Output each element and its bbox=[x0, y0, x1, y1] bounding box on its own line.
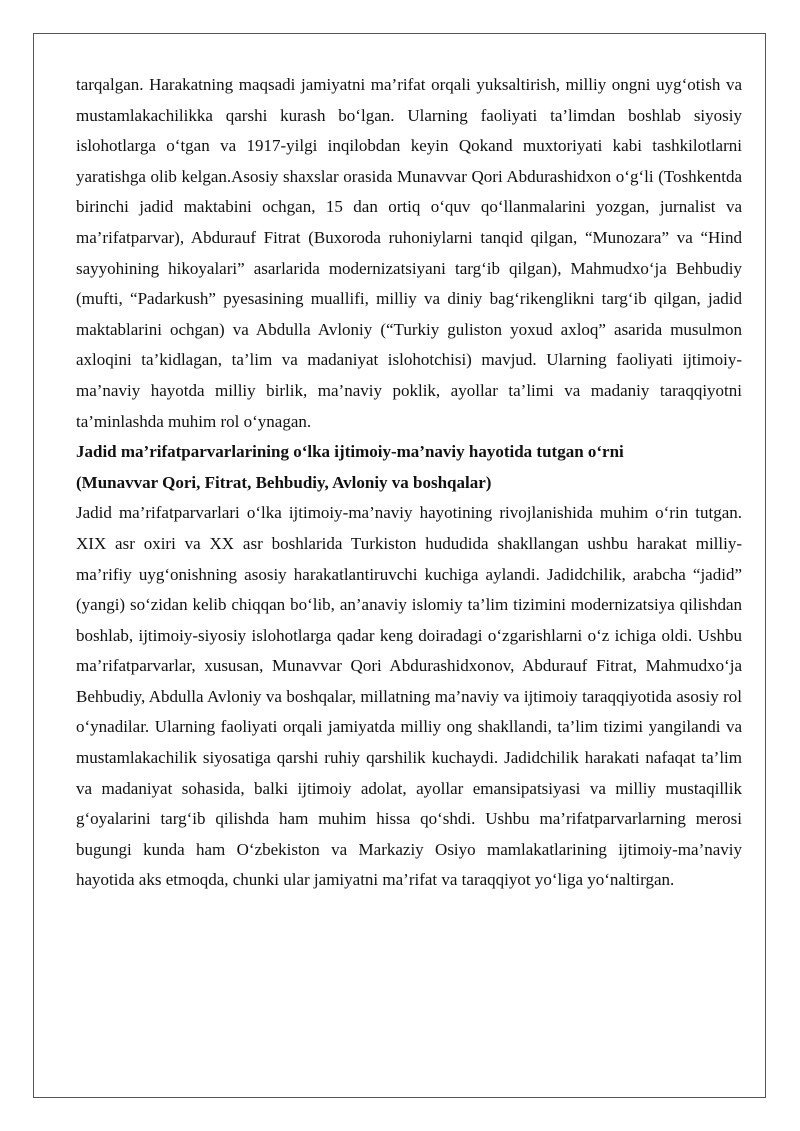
section-heading-line-1: Jadid ma’rifatparvarlarining o‘lka ijtimoiy-ma’naviy hayotida tutgan o‘rni bbox=[76, 442, 624, 462]
paragraph-continued: tarqalgan. Harakatning maqsadi jamiyatni ma’rifat orqali yuksaltirish, milliy ongni uyg‘otish va mustamlakachilikka qarshi kurash bo‘lgan. Ularning faoliyati ta’limdan boshlab siyosiy islohotlarga o‘tgan va 1917-yilgi inqilobdan keyin Qokand muxtoriyati kabi tashkilotlarni yaratishga olib kelgan.Asosiy shaxslar orasida Munavvar Qori Abdurashidxon o‘g‘li (Toshkentda birinchi jadid maktabini ochgan, 15 dan ortiq o‘quv qo‘llanmalarini yozgan, jurnalist va ma’rifatparvar), Abdurauf Fitrat (Buxoroda ruhoniylarni tanqid qilgan, “Munozara” va “Hind sayyohining hikoyalari” asarlarida modernizatsiyani targ‘ib qilgan), Mahmudxo‘ja Behbudiy (mufti, “Padarkush” pyesasining muallifi, milliy va diniy bag‘rikenglikni targ‘ib qilgan, jadid maktablarini ochgan) va Abdulla Avloniy (“Turkiy guliston yoxud axloq” asarida musulmon axloqini ta’kidlagan, ta’lim va madaniyat islohotchisi) mavjud. Ularning faoliyati ijtimoiy-ma’naviy hayotda milliy birlik, ma’naviy poklik, ayollar ta’limi va madaniy taraqqiyotni ta’minlashda muhim rol o‘ynagan. bbox=[76, 75, 742, 431]
document-body bbox=[76, 70, 742, 896]
section-heading-line-2: (Munavvar Qori, Fitrat, Behbudiy, Avloniy va boshqalar) bbox=[76, 472, 492, 492]
paragraph-section-body: Jadid ma’rifatparvarlari o‘lka ijtimoiy-ma’naviy hayotining rivojlanishida muhim o‘rin tutgan. XIX asr oxiri va XX asr boshlarida Turkiston hududida shakllangan ushbu harakat milliy-ma’rifiy uyg‘onishning asosiy harakatlantiruvchi kuchiga aylandi. Jadidchilik, arabcha “jadid” (yangi) so‘zidan kelib chiqqan bo‘lib, an’anaviy islomiy ta’lim tizimini modernizatsiya qilishdan boshlab, ijtimoiy-siyosiy islohotlarga qadar keng doiradagi o‘zgarishlarni o‘z ichiga oldi. Ushbu ma’rifatparvarlar, xususan, Munavvar Qori Abdurashidxonov, Abdurauf Fitrat, Mahmudxo‘ja Behbudiy, Abdulla Avloniy va boshqalar, millatning ma’naviy va ijtimoiy taraqqiyotida asosiy rol o‘ynadilar. Ularning faoliyati orqali jamiyatda milliy ong shakllandi, ta’lim tizimi yangilandi va mustamlakachilik siyosatiga qarshi ruhiy qarshilik kuchaydi. Jadidchilik harakati nafaqat ta’lim va madaniyat sohasida, balki ijtimoiy adolat, ayollar emansipatsiyasi va milliy mustaqillik g‘oyalarini targ‘ib qilishda ham muhim hissa qo‘shdi. Ushbu ma’rifatparvarlarning merosi bugungi kunda ham O‘zbekiston va Markaziy Osiyo mamlakatlarining ijtimoiy-ma’naviy hayotida aks etmoqda, chunki ular jamiyatni ma’rifat va taraqqiyot yo‘liga yo‘naltirgan. bbox=[76, 503, 742, 890]
